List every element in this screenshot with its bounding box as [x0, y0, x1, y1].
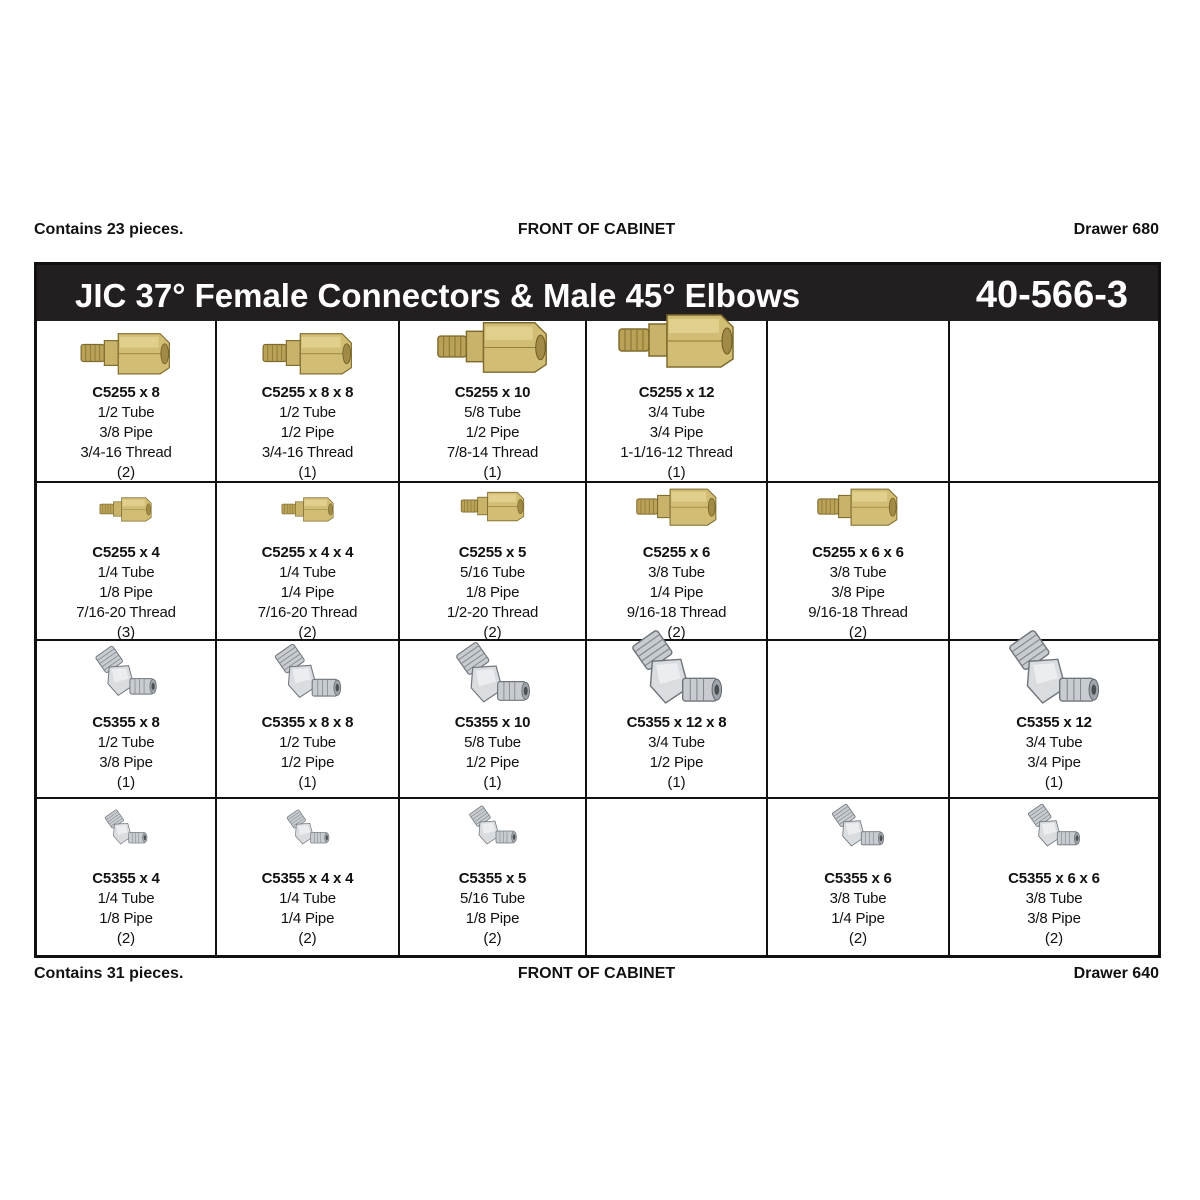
part-bin [768, 799, 950, 955]
empty-bin [950, 483, 1158, 641]
thread-size: 1/2-20 Thread [446, 604, 539, 621]
part-details [37, 543, 215, 643]
quantity: (1) [667, 464, 686, 481]
pipe-size: 3/8 Pipe [99, 754, 153, 771]
tube-size: 1/2 Tube [279, 734, 336, 751]
brass-connector-icon [281, 495, 335, 528]
quantity: (1) [298, 464, 317, 481]
quantity: (2) [116, 464, 136, 481]
empty-bin [768, 641, 950, 799]
part-number: 40-566-3 [975, 274, 1128, 316]
brass-connector-icon [460, 489, 526, 528]
part-bin [400, 641, 587, 799]
top-piece-count: Contains 23 pieces. [34, 221, 184, 238]
steel-elbow-icon [1026, 803, 1083, 861]
steel-elbow-icon [830, 803, 887, 861]
part-bin [768, 483, 950, 641]
part-code: C5255 x 8 x 8 [261, 384, 354, 401]
thread-size: 7/16-20 Thread [76, 604, 176, 621]
part-details [587, 543, 766, 643]
quantity: (2) [483, 930, 502, 947]
part-details [37, 383, 215, 483]
part-bin [950, 799, 1158, 955]
steel-elbow-icon [452, 641, 533, 721]
part-details [587, 713, 766, 793]
part-details [950, 713, 1158, 793]
tube-size: 1/4 Tube [97, 890, 155, 907]
part-details [768, 543, 948, 643]
empty-bin [950, 321, 1158, 483]
part-code: C5355 x 6 [824, 870, 892, 887]
brass-connector-icon [261, 329, 355, 382]
thread-size: 1-1/16-12 Thread [620, 444, 733, 461]
part-code: C5355 x 10 [454, 714, 531, 731]
pipe-size: 3/8 Pipe [1027, 910, 1081, 927]
part-bin [587, 321, 768, 483]
part-bin [217, 483, 400, 641]
tube-size: 3/8 Tube [648, 564, 705, 581]
part-code: C5255 x 4 x 4 [261, 544, 354, 561]
top-drawer-label: Drawer 680 [1073, 221, 1159, 238]
part-code: C5255 x 5 [458, 544, 527, 561]
part-code: C5355 x 4 x 4 [261, 870, 354, 887]
brass-connector-icon [617, 309, 737, 376]
quantity: (2) [116, 930, 136, 947]
pipe-size: 1/4 Pipe [831, 910, 885, 927]
part-details [217, 713, 398, 793]
thread-size: 7/16-20 Thread [257, 604, 358, 621]
part-bin [217, 321, 400, 483]
part-details [400, 869, 585, 949]
pipe-size: 1/2 Pipe [280, 754, 335, 771]
pipe-size: 1/8 Pipe [99, 910, 153, 927]
part-bin [217, 641, 400, 799]
part-code: C5255 x 12 [638, 384, 715, 401]
tube-size: 5/16 Tube [460, 890, 525, 907]
quantity: (1) [483, 464, 502, 481]
brass-connector-icon [635, 485, 719, 533]
tube-size: 1/4 Tube [97, 564, 155, 581]
part-code: C5355 x 12 x 8 [626, 714, 727, 731]
tube-size: 3/8 Tube [1025, 890, 1083, 907]
thread-size: 7/8-14 Thread [446, 444, 539, 461]
thread-size: 9/16-18 Thread [808, 604, 908, 621]
quantity: (1) [483, 774, 502, 791]
part-bin [37, 799, 217, 955]
quantity: (3) [116, 624, 136, 641]
steel-elbow-icon [467, 805, 519, 858]
part-code: C5255 x 8 [92, 384, 160, 401]
pipe-size: 3/4 Pipe [1027, 754, 1081, 771]
part-details [587, 383, 766, 483]
part-bin [400, 799, 587, 955]
quantity: (2) [848, 624, 868, 641]
part-code: C5255 x 10 [454, 384, 531, 401]
empty-bin [768, 321, 950, 483]
brass-connector-icon [99, 495, 153, 528]
bottom-orientation-label: FRONT OF CABINET [517, 965, 676, 982]
thread-size: 3/4-16 Thread [261, 444, 354, 461]
part-details [400, 543, 585, 643]
part-details [217, 543, 398, 643]
part-code: C5255 x 6 [642, 544, 711, 561]
part-details [217, 383, 398, 483]
assortment-chart [34, 262, 1161, 958]
part-code: C5355 x 4 [92, 870, 160, 887]
quantity: (2) [1044, 930, 1064, 947]
pipe-size: 1/8 Pipe [465, 584, 520, 601]
tube-size: 3/4 Tube [648, 734, 705, 751]
thread-size: 9/16-18 Thread [626, 604, 727, 621]
part-code: C5355 x 5 [458, 870, 527, 887]
pipe-size: 1/8 Pipe [465, 910, 520, 927]
pipe-size: 3/4 Pipe [649, 424, 704, 441]
part-bin [37, 641, 217, 799]
quantity: (2) [667, 624, 686, 641]
pipe-size: 1/4 Pipe [649, 584, 704, 601]
part-bin [950, 641, 1158, 799]
thread-size: 3/4-16 Thread [80, 444, 172, 461]
steel-elbow-icon [1005, 629, 1104, 725]
pipe-size: 3/8 Pipe [831, 584, 885, 601]
quantity: (1) [298, 774, 317, 791]
part-code: C5355 x 8 x 8 [261, 714, 354, 731]
part-bin [37, 483, 217, 641]
chart-title: JIC 37° Female Connectors & Male 45° Elbows [75, 277, 801, 314]
steel-elbow-icon [627, 629, 726, 725]
parts-grid [37, 321, 1158, 955]
pipe-size: 1/2 Pipe [649, 754, 704, 771]
tube-size: 3/8 Tube [829, 564, 887, 581]
quantity: (2) [483, 624, 502, 641]
part-code: C5255 x 6 x 6 [812, 544, 904, 561]
bottom-header [34, 965, 1159, 987]
steel-elbow-icon [284, 809, 331, 857]
quantity: (2) [298, 930, 317, 947]
part-details [950, 869, 1158, 949]
part-bin [400, 321, 587, 483]
part-code: C5355 x 6 x 6 [1008, 870, 1100, 887]
tube-size: 5/8 Tube [464, 404, 521, 421]
part-code: C5255 x 4 [92, 544, 160, 561]
top-orientation-label: FRONT OF CABINET [517, 221, 676, 238]
steel-elbow-icon [271, 643, 344, 715]
brass-connector-icon [436, 317, 550, 381]
pipe-size: 3/8 Pipe [99, 424, 153, 441]
tube-size: 3/8 Tube [829, 890, 887, 907]
part-bin [587, 483, 768, 641]
part-bin [400, 483, 587, 641]
part-code: C5355 x 8 [92, 714, 160, 731]
steel-elbow-icon [103, 809, 150, 857]
brass-connector-icon [816, 485, 900, 533]
quantity: (2) [298, 624, 317, 641]
brass-connector-icon [79, 329, 173, 382]
bottom-piece-count: Contains 31 pieces. [34, 965, 184, 982]
part-details [400, 383, 585, 483]
title-bar [37, 265, 1158, 321]
part-details [768, 869, 948, 949]
tube-size: 3/4 Tube [1025, 734, 1083, 751]
quantity: (1) [667, 774, 686, 791]
tube-size: 1/4 Tube [279, 564, 336, 581]
tube-size: 1/4 Tube [279, 890, 336, 907]
pipe-size: 1/4 Pipe [280, 910, 335, 927]
pipe-size: 1/8 Pipe [99, 584, 153, 601]
part-details [217, 869, 398, 949]
part-details [37, 869, 215, 949]
tube-size: 3/4 Tube [648, 404, 705, 421]
part-details [37, 713, 215, 793]
pipe-size: 1/2 Pipe [465, 754, 520, 771]
quantity: (1) [116, 774, 136, 791]
top-header [34, 221, 1159, 243]
quantity: (2) [848, 930, 868, 947]
tube-size: 1/2 Tube [279, 404, 336, 421]
part-bin [587, 641, 768, 799]
part-bin [217, 799, 400, 955]
part-bin [37, 321, 217, 483]
part-details [400, 713, 585, 793]
pipe-size: 1/2 Pipe [465, 424, 520, 441]
empty-bin [587, 799, 768, 955]
quantity: (1) [1044, 774, 1064, 791]
tube-size: 5/16 Tube [460, 564, 525, 581]
tube-size: 1/2 Tube [97, 734, 155, 751]
tube-size: 5/8 Tube [464, 734, 521, 751]
tube-size: 1/2 Tube [97, 404, 155, 421]
bottom-drawer-label: Drawer 640 [1073, 965, 1159, 982]
part-code: C5355 x 12 [1016, 714, 1092, 731]
pipe-size: 1/2 Pipe [280, 424, 335, 441]
pipe-size: 1/4 Pipe [280, 584, 335, 601]
steel-elbow-icon [92, 645, 160, 712]
